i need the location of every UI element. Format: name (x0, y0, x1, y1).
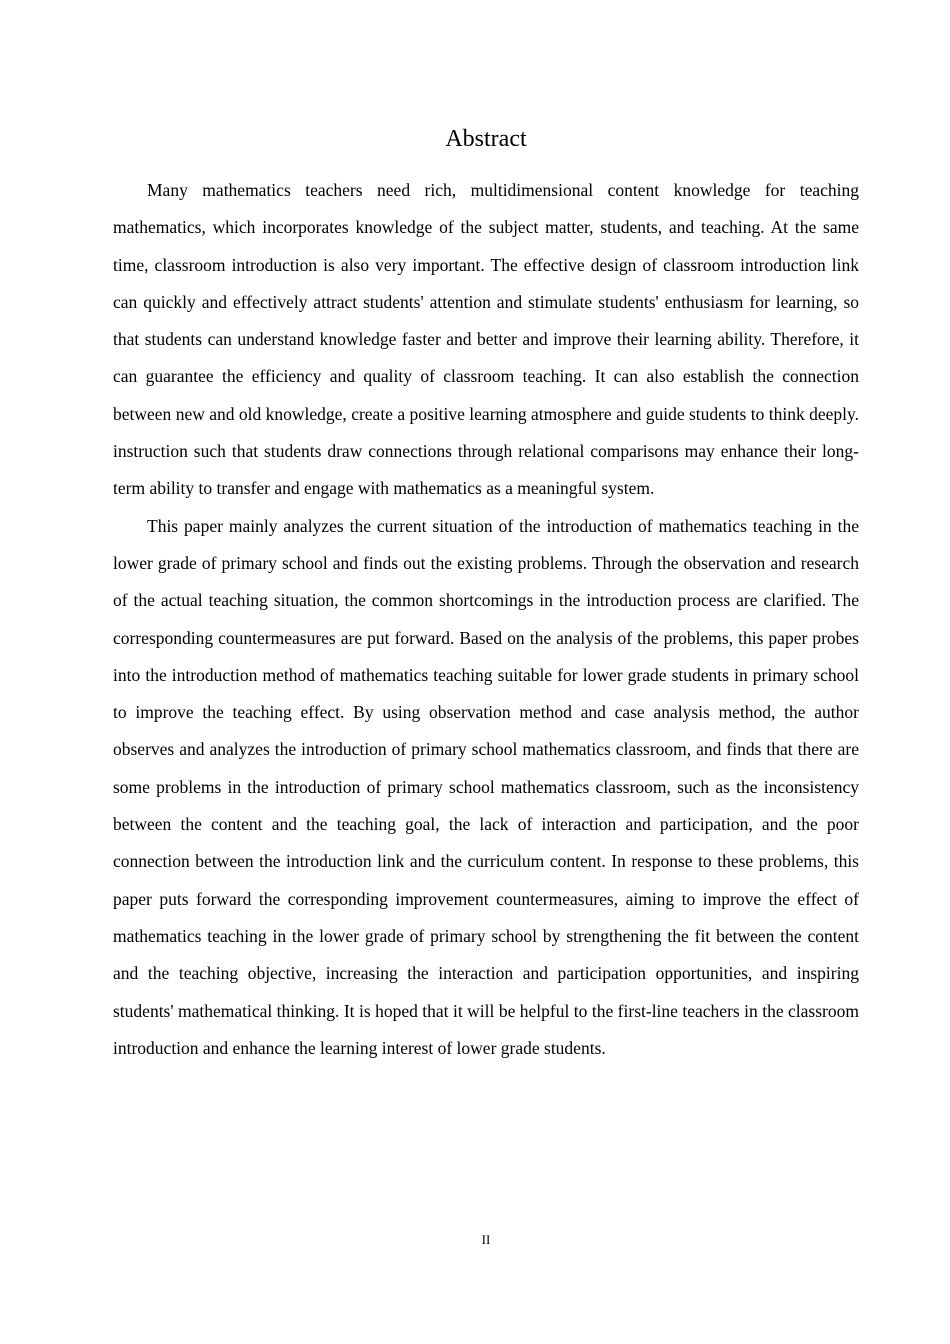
abstract-paragraph-1: Many mathematics teachers need rich, multidimensional content knowledge for teaching mathematics, which incorporates knowledge of the subject matter, students, and teaching. At the same time, classroom introduction is also very important. The effective design of classroom introduction link can quickly and effectively attract students' attention and stimulate students' enthusiasm for learning, so that students can understand knowledge faster and better and improve their learning ability. Therefore, it can guarantee the efficiency and quality of classroom teaching. It can also establish the connection between new and old knowledge, create a positive learning atmosphere and guide students to think deeply. instruction such that students draw connections through relational comparisons may enhance their long-term ability to transfer and engage with mathematics as a meaningful system. (113, 180, 859, 499)
abstract-body (113, 172, 859, 1067)
abstract-title: Abstract (445, 126, 527, 152)
page-number: II (481, 1232, 491, 1247)
abstract-paragraph-2: This paper mainly analyzes the current situation of the introduction of mathematics teaching in the lower grade of primary school and finds out the existing problems. Through the observation and research of the actual teaching situation, the common shortcomings in the introduction process are clarified. The corresponding countermeasures are put forward. Based on the analysis of the problems, this paper probes into the introduction method of mathematics teaching suitable for lower grade students in primary school to improve the teaching effect. By using observation method and case analysis method, the author observes and analyzes the introduction of primary school mathematics classroom, and finds that there are some problems in the introduction of primary school mathematics classroom, such as the inconsistency between the content and the teaching goal, the lack of interaction and participation, and the poor connection between the introduction link and the curriculum content. In response to these problems, this paper puts forward the corresponding improvement countermeasures, aiming to improve the effect of mathematics teaching in the lower grade of primary school by strengthening the fit between the content and the teaching objective, increasing the interaction and participation opportunities, and inspiring students' mathematical thinking. It is hoped that it will be helpful to the first-line teachers in the classroom introduction and enhance the learning interest of lower grade students. (113, 515, 859, 1058)
